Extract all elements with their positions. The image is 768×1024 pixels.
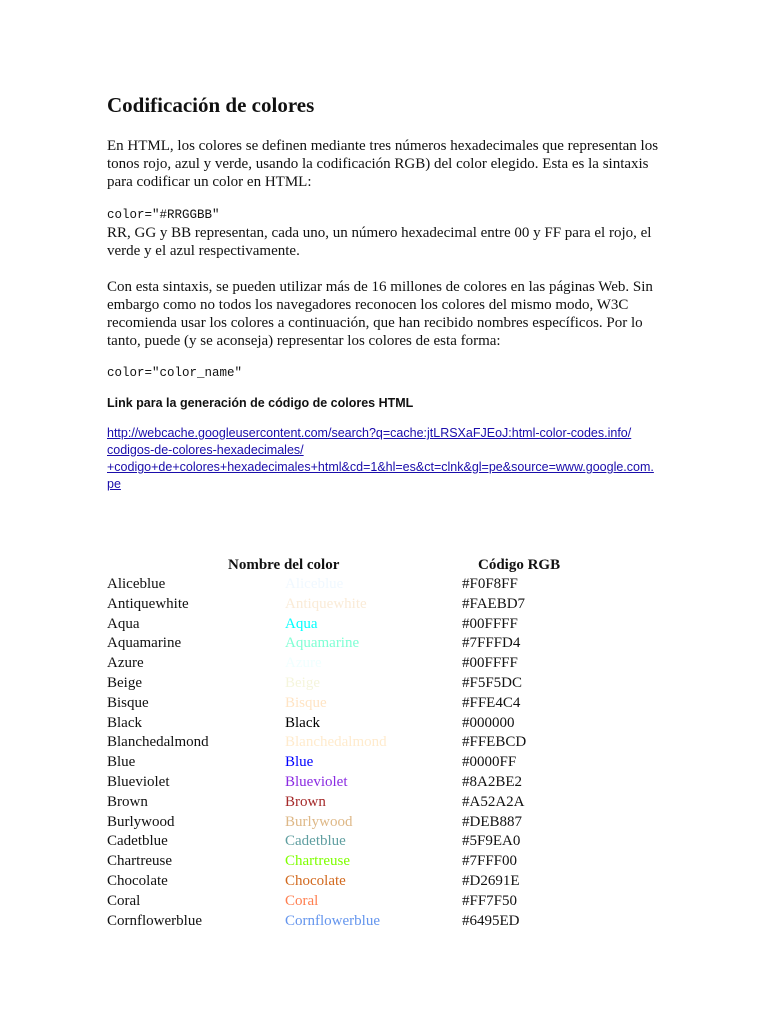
color-sample-cell: Blue — [285, 754, 314, 771]
color-name-cell: Cadetblue — [107, 833, 168, 850]
table-row — [0, 694, 768, 714]
rgb-code-cell: #0000FF — [462, 754, 517, 771]
rgb-code-cell: #00FFFF — [462, 655, 518, 672]
color-name-cell: Coral — [107, 892, 141, 909]
color-name-cell: Bisque — [107, 694, 149, 711]
color-names-paragraph: Con esta sintaxis, se pueden utilizar más de 16 millones de colores en las páginas Web. Sin embargo como no todos los navegadores reconocen los colores del mismo modo, W3C recomienda usar los colores a continuación, que han recibido nombres específicos. Por lo tanto, puede (y se aconseja) representar los colores de esta forma: — [107, 279, 653, 349]
link-line-2[interactable]: codigos-de-colores-hexadecimales/ — [107, 443, 304, 457]
rgb-code-cell: #A52A2A — [462, 793, 525, 810]
rgb-code-cell: #000000 — [462, 714, 515, 731]
intro-paragraph: En HTML, los colores se definen mediante tres números hexadecimales que representan los tonos rojo, azul y verde, usando la codificación RGB) del color elegido. Esta es la sintaxis para codificar un color en HTML: — [107, 138, 659, 190]
table-row — [0, 575, 768, 595]
color-sample-cell: Black — [285, 714, 320, 731]
table-row — [0, 872, 768, 892]
color-sample-cell: Coral — [285, 892, 319, 909]
table-row — [0, 832, 768, 852]
color-sample-cell: Bisque — [285, 694, 327, 711]
color-sample-cell: Azure — [285, 655, 322, 672]
rgb-code-cell: #D2691E — [462, 872, 520, 889]
header-rgb-code: Código RGB — [478, 557, 561, 573]
table-row — [0, 912, 768, 932]
color-name-cell: Blueviolet — [107, 773, 170, 790]
link-line-3[interactable]: +codigo+de+colores+hexadecimales+html&cd=1&hl=es&ct=clnk&gl=pe&source=www.google.com. — [107, 460, 654, 474]
color-name-cell: Aliceblue — [107, 576, 166, 592]
color-sample-cell: Brown — [285, 793, 326, 810]
rgb-code-cell: #5F9EA0 — [462, 833, 521, 850]
color-name-cell: Chartreuse — [107, 853, 172, 870]
rgb-code-cell: #00FFFF — [462, 615, 518, 632]
table-row — [0, 852, 768, 872]
table-row — [0, 654, 768, 674]
color-sample-cell: Aquamarine — [285, 635, 360, 652]
table-row — [0, 674, 768, 694]
color-codes-link[interactable] — [107, 425, 667, 493]
color-name-cell: Azure — [107, 655, 144, 672]
color-name-cell: Chocolate — [107, 872, 168, 889]
rgb-code-cell: #7FFFD4 — [462, 635, 521, 652]
table-row — [0, 793, 768, 813]
color-name-cell: Black — [107, 714, 142, 731]
link-line-4[interactable]: pe — [107, 477, 121, 491]
rgb-code-cell: #FF7F50 — [462, 892, 518, 909]
table-row — [0, 773, 768, 793]
color-sample-cell: Cornflowerblue — [285, 912, 380, 929]
table-row — [0, 634, 768, 654]
syntax-code-hex: color="#RRGGBB" — [107, 208, 220, 222]
color-name-cell: Brown — [107, 793, 148, 810]
color-table — [0, 575, 768, 931]
table-row — [0, 714, 768, 734]
color-sample-cell: Blueviolet — [285, 773, 348, 790]
rgb-code-cell: #DEB887 — [462, 813, 522, 830]
hex-explanation-paragraph: RR, GG y BB representan, cada uno, un número hexadecimal entre 00 y FF para el rojo, el verde y el azul respectivamente. — [107, 225, 652, 259]
color-name-cell: Antiquewhite — [107, 595, 189, 612]
table-row — [0, 733, 768, 753]
color-sample-cell: Blanchedalmond — [285, 734, 387, 751]
color-sample-cell: Burlywood — [285, 813, 353, 830]
color-sample-cell: Chocolate — [285, 872, 346, 889]
rgb-code-cell: #7FFF00 — [462, 853, 518, 870]
color-sample-cell: Aqua — [285, 615, 318, 632]
table-row — [0, 615, 768, 635]
link-line-1[interactable]: http://webcache.googleusercontent.com/search?q=cache:jtLRSXaFJEoJ:html-color-codes.info/ — [107, 426, 632, 440]
color-name-cell: Aquamarine — [107, 635, 182, 652]
table-row — [0, 892, 768, 912]
rgb-code-cell: #FFE4C4 — [462, 694, 521, 711]
rgb-code-cell: #FAEBD7 — [462, 595, 526, 612]
page-title: Codificación de colores — [107, 93, 315, 117]
color-name-cell: Burlywood — [107, 813, 175, 830]
rgb-code-cell: #F0F8FF — [462, 576, 518, 592]
header-color-name: Nombre del color — [228, 557, 340, 573]
syntax-code-name: color="color_name" — [107, 366, 243, 380]
color-name-cell: Cornflowerblue — [107, 912, 202, 929]
color-name-cell: Beige — [107, 674, 142, 691]
color-name-cell: Blue — [107, 754, 136, 771]
color-sample-cell: Chartreuse — [285, 853, 350, 870]
color-sample-cell: Antiquewhite — [285, 595, 367, 612]
link-heading: Link para la generación de código de colores HTML — [107, 396, 414, 410]
rgb-code-cell: #6495ED — [462, 912, 520, 929]
table-row — [0, 813, 768, 833]
color-sample-cell: Cadetblue — [285, 833, 346, 850]
color-name-cell: Blanchedalmond — [107, 734, 209, 751]
table-row — [0, 753, 768, 773]
color-name-cell: Aqua — [107, 615, 140, 632]
table-row — [0, 595, 768, 615]
color-sample-cell: Aliceblue — [285, 576, 344, 592]
color-sample-cell: Beige — [285, 674, 320, 691]
rgb-code-cell: #F5F5DC — [462, 674, 523, 691]
rgb-code-cell: #8A2BE2 — [462, 773, 522, 790]
rgb-code-cell: #FFEBCD — [462, 734, 527, 751]
